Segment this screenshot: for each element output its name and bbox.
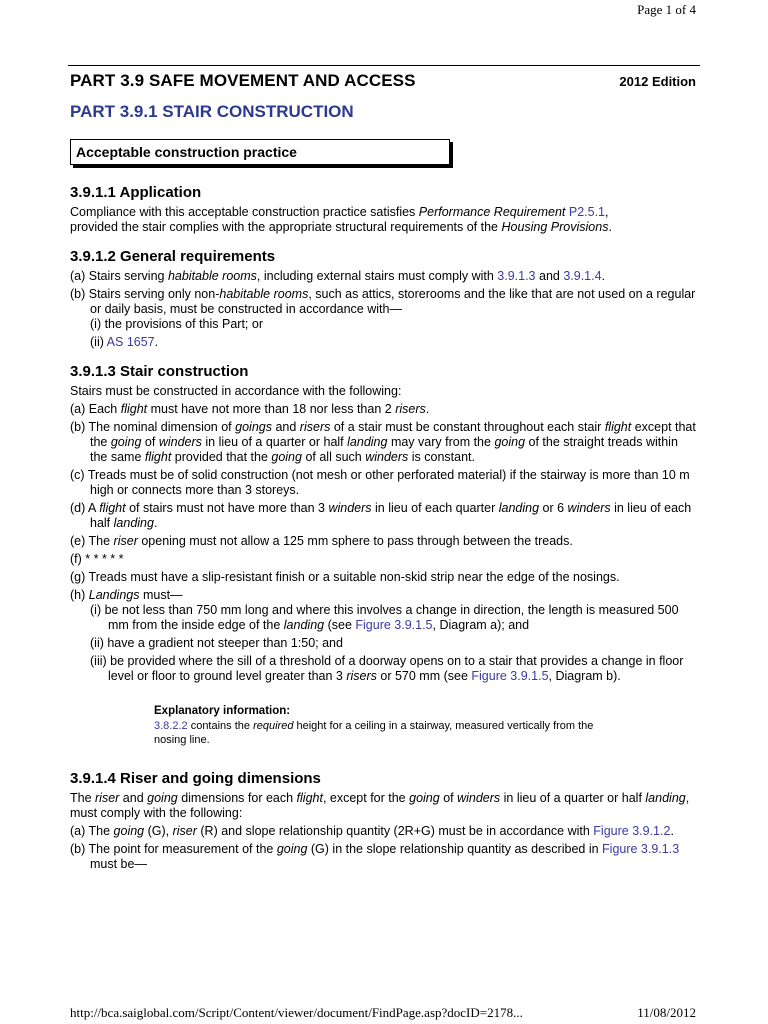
top-rule xyxy=(68,65,700,66)
list-item: (e) The riser opening must not allow a 125 mm sphere to pass through between the treads. xyxy=(70,534,573,548)
link-figure-3-9-1-2[interactable]: Figure 3.9.1.2 xyxy=(593,824,671,838)
section-heading: 3.9.1.2 General requirements xyxy=(70,248,276,265)
page-number: Page 1 of 4 xyxy=(637,2,696,17)
list-subitem: (iii) be provided where the sill of a threshold of a doorway opens on to a stair that provides a change in floor level or floor to ground level greater than 3 risers or 570 mm (see Figure 3.9.1.5, Diagram b). xyxy=(90,654,684,683)
list-item: (b) Stairs serving only non-habitable rooms, such as attics, storerooms and the like that are not used on a regular or daily basis, must be constructed in accordance with— xyxy=(70,287,696,316)
link-3-9-1-4[interactable]: 3.9.1.4 xyxy=(563,269,602,283)
section-heading: 3.9.1.4 Riser and going dimensions xyxy=(70,770,321,787)
link-figure-3-9-1-5[interactable]: Figure 3.9.1.5 xyxy=(471,669,549,683)
list-subitem: (ii) AS 1657. xyxy=(90,335,159,349)
list-item: (f) * * * * * xyxy=(70,552,124,566)
footer-date: 11/08/2012 xyxy=(637,1005,696,1020)
list-subitem: (i) the provisions of this Part; or xyxy=(90,317,263,331)
explanatory-information xyxy=(154,704,594,747)
part-heading: PART 3.9 SAFE MOVEMENT AND ACCESS xyxy=(70,71,416,90)
list-item: (d) A flight of stairs must not have more than 3 winders in lieu of each quarter landing or 6 winders in lieu of each half landing. xyxy=(70,501,692,530)
list-item: (b) The nominal dimension of goings and risers of a stair must be constant throughout each stair flight except that the going of winders in lieu of a quarter or half landing may vary from the going of the straight treads within the same flight provided that the going of all such winders is constant. xyxy=(70,420,696,464)
sub-heading: PART 3.9.1 STAIR CONSTRUCTION xyxy=(70,102,354,121)
link-3-9-1-3[interactable]: 3.9.1.3 xyxy=(497,269,536,283)
link-figure-3-9-1-5[interactable]: Figure 3.9.1.5 xyxy=(355,618,433,632)
list-subitem: (ii) have a gradient not steeper than 1:50; and xyxy=(90,636,343,650)
link-p2-5-1[interactable]: P2.5.1 xyxy=(568,205,606,219)
paragraph: Stairs must be constructed in accordance with the following: xyxy=(70,384,402,398)
footer-url: http://bca.saiglobal.com/Script/Content/viewer/document/FindPage.asp?docID=2178... xyxy=(70,1005,523,1020)
list-item: (a) Each flight must have not more than 18 nor less than 2 risers. xyxy=(70,402,430,416)
list-item: (b) The point for measurement of the going (G) in the slope relationship quantity as described in Figure 3.9.1.3 must be— xyxy=(70,842,680,871)
link-as-1657[interactable]: AS 1657 xyxy=(106,335,155,349)
list-item: (h) Landings must— xyxy=(70,588,183,602)
paragraph: Compliance with this acceptable construction practice satisfies Performance Requirement P2.5.1, provided the stair complies with the appropriate structural requirements of the Housing Provisions. xyxy=(70,205,612,234)
link-figure-3-9-1-3[interactable]: Figure 3.9.1.3 xyxy=(602,842,680,856)
explanatory-title: Explanatory information: xyxy=(154,705,291,717)
edition-label: 2012 Edition xyxy=(619,74,696,89)
section-heading: 3.9.1.1 Application xyxy=(70,184,202,201)
list-item: (a) Stairs serving habitable rooms, including external stairs must comply with 3.9.1.3 and 3.9.1.4. xyxy=(70,269,606,283)
acceptable-practice-box xyxy=(70,139,450,165)
list-item: (c) Treads must be of solid construction (not mesh or other perforated material) if the stairway is more than 10 m high or connects more than 3 storeys. xyxy=(70,468,690,497)
link-3-8-2-2[interactable]: 3.8.2.2 xyxy=(154,720,188,732)
box-label: Acceptable construction practice xyxy=(76,144,297,160)
list-item: (g) Treads must have a slip-resistant finish or a suitable non-skid strip near the edge of the nosings. xyxy=(70,570,620,584)
document-content xyxy=(70,183,698,872)
list-subitem: (i) be not less than 750 mm long and where this involves a change in direction, the length is measured 500 mm from the inside edge of the landing (see Figure 3.9.1.5, Diagram a); and xyxy=(90,603,679,632)
paragraph: The riser and going dimensions for each flight, except for the going of winders in lieu of a quarter or half landing, must comply with the following: xyxy=(70,791,690,820)
section-heading: 3.9.1.3 Stair construction xyxy=(70,363,249,380)
explanatory-text: 3.8.2.2 contains the required height for a ceiling in a stairway, measured vertically from the nosing line. xyxy=(154,720,594,746)
list-item: (a) The going (G), riser (R) and slope relationship quantity (2R+G) must be in accordance with Figure 3.9.1.2. xyxy=(70,824,674,838)
